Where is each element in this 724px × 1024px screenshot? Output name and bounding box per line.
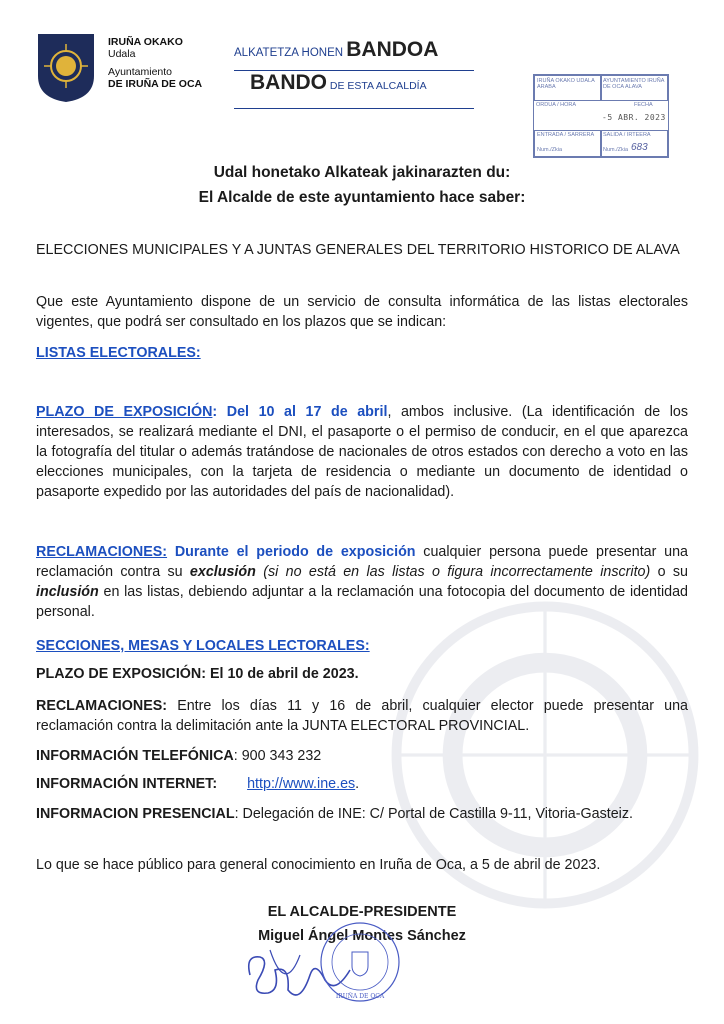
heading-secciones: SECCIONES, MESAS Y LOCALES LECTORALES: <box>36 638 370 654</box>
internet-label: INFORMACIÓN INTERNET: <box>36 776 218 792</box>
recl2-label: RECLAMACIONES: <box>36 698 168 714</box>
stamp-num-label-out: Num./Zkia <box>603 147 629 153</box>
plazo-dates: Del 10 al 17 de abril <box>226 404 388 420</box>
stamp-entrada: ENTRADA / SARRERA <box>537 132 595 138</box>
paragraph-reclamaciones-secciones <box>36 696 688 736</box>
stamp-salida: SALIDA / IRTEERA <box>603 132 651 138</box>
bando-eu-small: ALKATETZA HONEN <box>234 47 347 59</box>
plazo-label: PLAZO DE EXPOSICIÓN <box>36 404 213 420</box>
intro-eu: Udal honetako Alkateak jakinarazten du: <box>213 164 511 181</box>
recl-period: Durante el periodo de exposición <box>167 544 416 560</box>
municipal-logo <box>36 32 96 104</box>
recl-text-1: cualquier persona puede presentar una reclamación contra su <box>36 544 688 580</box>
ine-link[interactable]: http://www.ine.es <box>247 776 356 792</box>
plazo-text: , ambos inclusive. (La identificación de los interesados, se realizará mediante el DNI, el pasaporte o el permiso de conducir, en el que aparezca la fotografía del titular o además tratándose de nacionales de otros estados con derecho a voto en las elecciones municipales, con la tarjeta de residencia o mediante un documento de identidad o pasaporte expedido por las autoridades del país de nacionalidad). <box>36 404 689 500</box>
plazo2-value: : El 10 de abril de 2023. <box>201 666 359 682</box>
bando-es-small: DE ESTA ALCALDÍA <box>327 80 427 92</box>
seal-text: IRUÑA DE OCA <box>335 993 385 1000</box>
stamp-org-eu: IRUÑA OKAKO UDALA ARABA <box>537 78 595 90</box>
closing-text: Lo que se hace público para general conocimiento en Iruña de Oca, a 5 de abril de 2023. <box>36 857 601 873</box>
signer-title: EL ALCALDE-PRESIDENTE <box>267 904 457 920</box>
paragraph-intro: Que este Ayuntamiento dispone de un servicio de consulta informática de las listas electorales vigentes, que podrá ser consultado en los plazos que se indican: <box>36 294 688 330</box>
stamp-fecha-label: FECHA <box>634 102 653 108</box>
registry-stamp <box>533 74 669 158</box>
org-line-eu: IRUÑA OKAKO <box>108 36 183 48</box>
intro-es: El Alcalde de este ayuntamiento hace saber: <box>198 189 526 206</box>
heading-listas: LISTAS ELECTORALES: <box>36 345 201 361</box>
document-title: ELECCIONES MUNICIPALES Y A JUNTAS GENERALES DEL TERRITORIO HISTORICO DE ALAVA <box>36 242 680 258</box>
plazo2-label: PLAZO DE EXPOSICIÓN <box>36 666 202 682</box>
info-presencial <box>36 804 688 824</box>
tel-value: : 900 343 232 <box>233 748 322 764</box>
stamp-date: -5 ABR. 2023 <box>602 113 666 122</box>
stamp-org-es: AYUNTAMIENTO IRUÑA DE OCA ALAVA <box>603 78 665 90</box>
org-line-es: DE IRUÑA DE OCA <box>108 78 203 90</box>
title-divider <box>234 70 474 71</box>
paragraph-plazo-secciones <box>36 664 688 684</box>
paragraph-reclamaciones <box>36 542 688 622</box>
bando-title <box>234 38 474 95</box>
stamp-hora-label: ORDUA / HORA <box>536 102 577 108</box>
tel-label: INFORMACIÓN TELEFÓNICA <box>36 748 234 764</box>
stamp-number: 683 <box>631 142 648 153</box>
recl-label: RECLAMACIONES: <box>36 544 168 560</box>
title-underline <box>234 108 474 109</box>
info-internet <box>36 774 688 794</box>
bando-es-big: BANDO <box>250 71 327 94</box>
paragraph-plazo <box>36 402 688 502</box>
presencial-label: INFORMACION PRESENCIAL <box>36 806 235 822</box>
recl-text-2: (si no está en las listas o figura incorrectamente inscrito) <box>255 564 651 580</box>
presencial-text: : Delegación de INE: C/ Portal de Castilla 9-11, Vitoria-Gasteiz. <box>234 806 633 822</box>
stamp-num-label-in: Num./Zkia <box>537 147 563 153</box>
bando-eu-big: BANDOA <box>346 38 439 61</box>
recl-exclusion: exclusión <box>189 564 256 580</box>
recl-inclusion: inclusión <box>36 584 99 600</box>
plazo-colon: : <box>212 404 227 420</box>
recl2-text: Entre los días 11 y 16 de abril, cualquier elector puede presentar una reclamación contra la delimitación ante la JUNTA ELECTORAL PROVINCIAL. <box>36 698 688 734</box>
internet-dot: . <box>355 776 360 792</box>
recl-text-3: o su <box>650 564 688 580</box>
signer-name: Miguel Ángel Montes Sánchez <box>258 928 466 944</box>
recl-text-4: en las listas, debiendo adjuntar a la reclamación una fotocopia del documento de identidad personal. <box>36 584 688 620</box>
official-seal <box>318 920 402 1004</box>
org-line-udala: Udala <box>108 48 136 60</box>
org-line-ayuntamiento: Ayuntamiento <box>108 66 173 78</box>
info-phone <box>36 746 688 766</box>
organization-name <box>108 36 202 90</box>
